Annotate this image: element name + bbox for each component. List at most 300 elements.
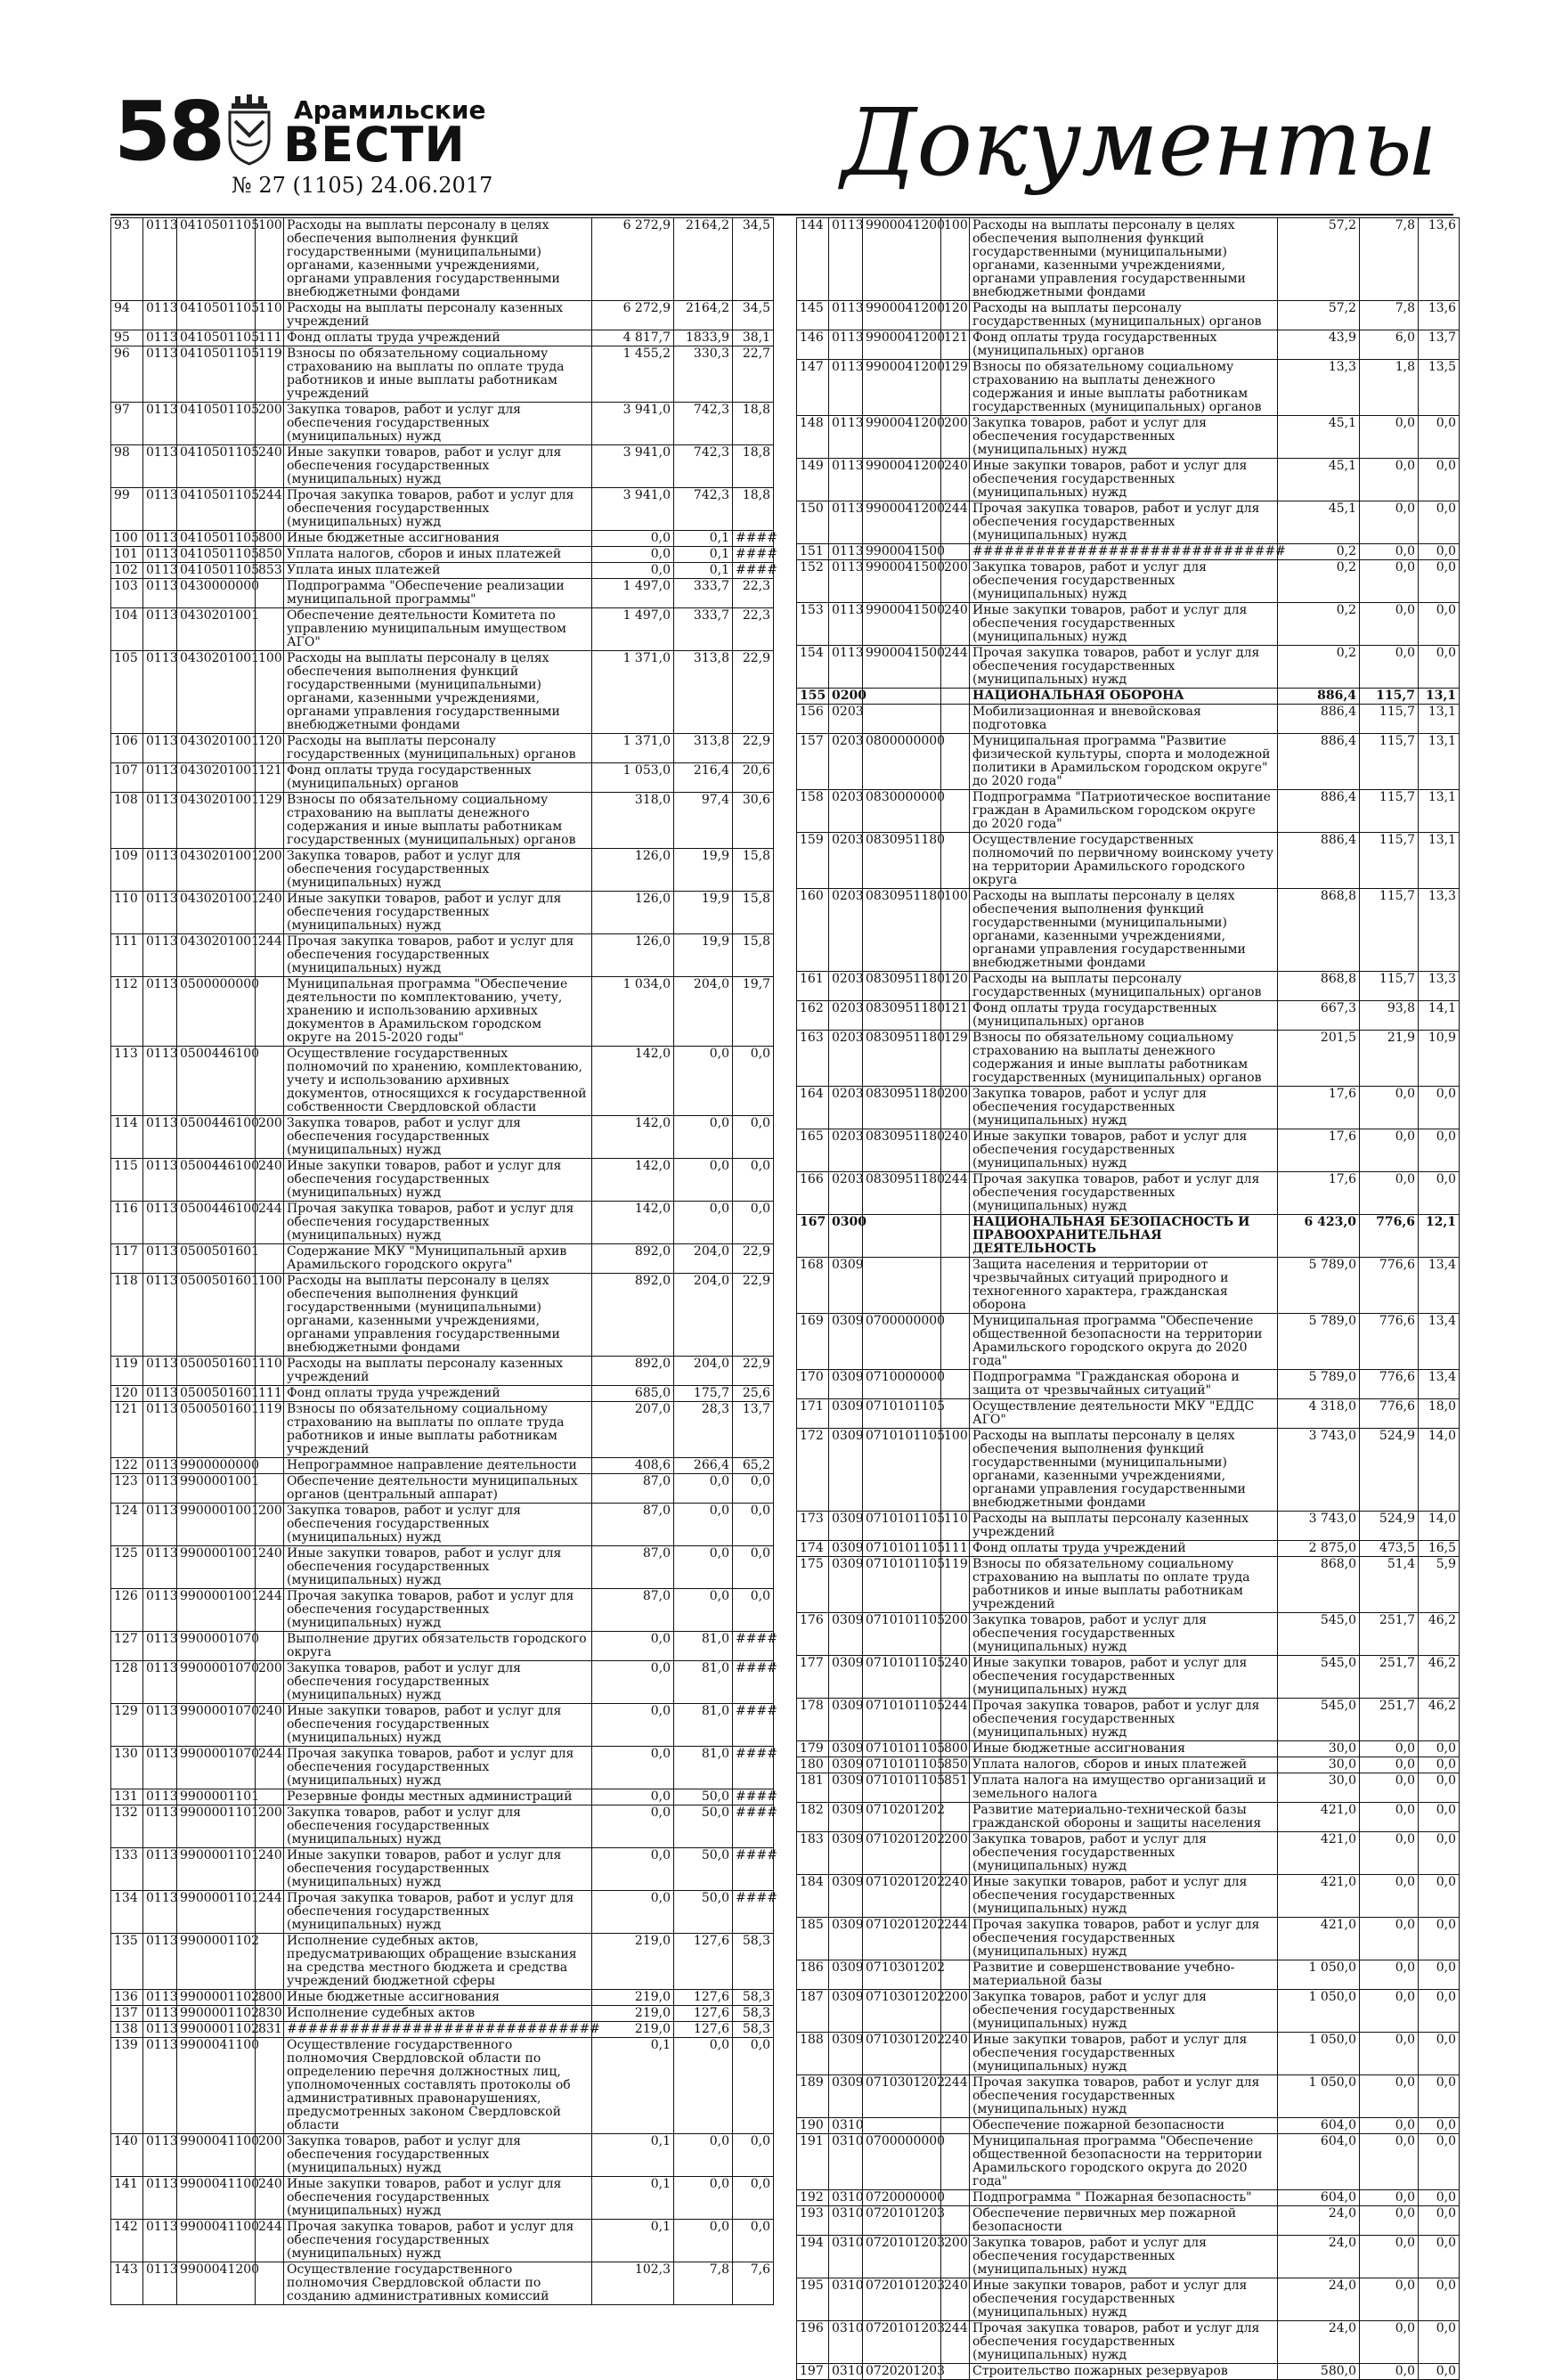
plan-amount: 0,0 <box>592 1789 674 1805</box>
expense-name: Иные закупки товаров, работ и услуг для обеспечения государственных (муниципальных) нужд <box>970 1875 1278 1918</box>
expense-name: Прочая закупка товаров, работ и услуг для обеспечения государственных (муниципальных) нужд <box>284 488 592 531</box>
row-number: 164 <box>797 1087 829 1129</box>
target-code: 0430201001 <box>177 934 256 977</box>
target-code: 0710101105 <box>863 1429 941 1512</box>
section-code: 0203 <box>829 1129 863 1172</box>
table-row <box>797 1215 1460 1258</box>
execution-percent: 13,1 <box>1419 734 1460 790</box>
actual-amount: 266,4 <box>674 1458 733 1474</box>
plan-amount: 87,0 <box>592 1504 674 1546</box>
expense-name: Непрограммное направление деятельности <box>284 1458 592 1474</box>
target-code: 0720101203 <box>863 2321 941 2364</box>
target-code: 9900041200 <box>863 501 941 544</box>
expense-name: Закупка товаров, работ и услуг для обеспечения государственных (муниципальных) нужд <box>284 403 592 445</box>
section-code: 0309 <box>829 1990 863 2033</box>
plan-amount: 0,1 <box>592 2038 674 2134</box>
section-code: 0113 <box>829 603 863 646</box>
expense-name: Прочая закупка товаров, работ и услуг для обеспечения государственных (муниципальных) нужд <box>284 2220 592 2262</box>
execution-percent: 18,0 <box>1419 1399 1460 1429</box>
target-code: 0710201202 <box>863 1875 941 1918</box>
row-number: 185 <box>797 1918 829 1960</box>
expense-type <box>941 790 970 833</box>
execution-percent: 65,2 <box>733 1458 774 1474</box>
target-code: 0710201202 <box>863 1832 941 1875</box>
table-row <box>111 531 774 547</box>
actual-amount: 524,9 <box>1360 1512 1419 1541</box>
expense-name: Прочая закупка товаров, работ и услуг для обеспечения государственных (муниципальных) нужд <box>970 1172 1278 1215</box>
expense-type: 200 <box>256 2134 284 2177</box>
target-code: 0710201202 <box>863 1918 941 1960</box>
target-code: 0710301202 <box>863 2033 941 2075</box>
target-code: 0710101105 <box>863 1773 941 1803</box>
row-number: 121 <box>111 1402 143 1458</box>
actual-amount: 0,0 <box>1360 646 1419 689</box>
execution-percent: 0,0 <box>1419 2278 1460 2321</box>
table-row <box>797 218 1460 301</box>
execution-percent: 13,5 <box>1419 360 1460 416</box>
page-number: 58 <box>114 84 224 179</box>
plan-amount: 545,0 <box>1278 1699 1360 1741</box>
table-row <box>797 1803 1460 1832</box>
execution-percent: 19,7 <box>733 977 774 1047</box>
expense-type: 244 <box>256 1747 284 1789</box>
actual-amount: 0,0 <box>674 2038 733 2134</box>
plan-amount: 3 941,0 <box>592 488 674 531</box>
table-row <box>111 2177 774 2220</box>
table-row <box>111 1632 774 1661</box>
target-code: 9900041200 <box>863 301 941 330</box>
table-row <box>797 2033 1460 2075</box>
section-code: 0113 <box>143 1848 177 1891</box>
section-code: 0113 <box>829 416 863 459</box>
section-code: 0309 <box>829 1803 863 1832</box>
actual-amount: 127,6 <box>674 1990 733 2006</box>
actual-amount: 204,0 <box>674 977 733 1047</box>
row-number: 153 <box>797 603 829 646</box>
plan-amount: 3 941,0 <box>592 403 674 445</box>
actual-amount: 0,0 <box>1360 2364 1419 2380</box>
table-row <box>797 1172 1460 1215</box>
target-code: 9900041200 <box>863 330 941 360</box>
section-code: 0113 <box>143 2177 177 2220</box>
expense-name: Иные закупки товаров, работ и услуг для обеспечения государственных (муниципальных) нужд <box>284 1848 592 1891</box>
table-row <box>797 1757 1460 1773</box>
section-code: 0203 <box>829 705 863 734</box>
actual-amount: 0,0 <box>1360 459 1419 501</box>
target-code: 0410501105 <box>177 563 256 579</box>
table-row <box>111 1274 774 1357</box>
section-code: 0113 <box>143 1546 177 1589</box>
execution-percent: 0,0 <box>1419 2321 1460 2364</box>
row-number: 176 <box>797 1613 829 1656</box>
expense-type: 831 <box>256 2022 284 2038</box>
expense-name: Подпрограмма "Гражданская оборона и защита от чрезвычайных ситуаций" <box>970 1370 1278 1399</box>
execution-percent: 15,8 <box>733 892 774 934</box>
actual-amount: 776,6 <box>1360 1370 1419 1399</box>
expense-type: 244 <box>256 1891 284 1934</box>
expense-name: Исполнение судебных актов, предусматривающих обращение взыскания на средства местного бюджета и средства учреждений бюджетной сферы <box>284 1934 592 1990</box>
expense-name: Иные бюджетные ассигнования <box>284 1990 592 2006</box>
plan-amount: 4 817,7 <box>592 330 674 346</box>
row-number: 160 <box>797 889 829 972</box>
execution-percent: 0,0 <box>733 1116 774 1159</box>
table-row <box>797 2364 1460 2380</box>
row-number: 136 <box>111 1990 143 2006</box>
expense-name: Иные закупки товаров, работ и услуг для обеспечения государственных (муниципальных) нужд <box>970 2278 1278 2321</box>
expense-type: 121 <box>941 330 970 360</box>
section-code: 0200 <box>829 689 863 705</box>
target-code: 0500446100 <box>177 1047 256 1116</box>
section-code: 0203 <box>829 833 863 889</box>
execution-percent: 34,5 <box>733 301 774 330</box>
plan-amount: 17,6 <box>1278 1172 1360 1215</box>
execution-percent: 13,7 <box>1419 330 1460 360</box>
actual-amount: 0,0 <box>1360 2278 1419 2321</box>
row-number: 138 <box>111 2022 143 2038</box>
plan-amount: 126,0 <box>592 892 674 934</box>
expense-name: Фонд оплаты труда учреждений <box>284 330 592 346</box>
table-row <box>111 1546 774 1589</box>
execution-percent: 22,3 <box>733 608 774 651</box>
expense-name: Расходы на выплаты персоналу государственных (муниципальных) органов <box>284 734 592 763</box>
expense-type: 111 <box>256 1386 284 1402</box>
plan-amount: 892,0 <box>592 1274 674 1357</box>
target-code: 0500446100 <box>177 1202 256 1244</box>
target-code: 9900041500 <box>863 603 941 646</box>
execution-percent: 12,1 <box>1419 1215 1460 1258</box>
row-number: 157 <box>797 734 829 790</box>
execution-percent: 0,0 <box>733 2177 774 2220</box>
expense-type <box>941 544 970 560</box>
expense-name: Уплата налогов, сборов и иных платежей <box>284 547 592 563</box>
expense-name: Исполнение судебных актов <box>284 2006 592 2022</box>
target-code: 9900001001 <box>177 1589 256 1632</box>
expense-name: Содержание МКУ "Муниципальный архив Арамильского городского округа" <box>284 1244 592 1274</box>
section-code: 0113 <box>143 1386 177 1402</box>
header-rule <box>110 214 1453 216</box>
table-row <box>797 2278 1460 2321</box>
target-code: 9900001001 <box>177 1546 256 1589</box>
plan-amount: 545,0 <box>1278 1613 1360 1656</box>
actual-amount: 0,0 <box>1360 2118 1419 2134</box>
table-row <box>797 889 1460 972</box>
execution-percent: 22,9 <box>733 1244 774 1274</box>
table-row <box>797 1001 1460 1031</box>
plan-amount: 3 941,0 <box>592 445 674 488</box>
expense-name: Фонд оплаты труда государственных (муниципальных) органов <box>970 1001 1278 1031</box>
table-row <box>111 218 774 301</box>
row-number: 107 <box>111 763 143 793</box>
section-code: 0203 <box>829 790 863 833</box>
expense-type: 111 <box>256 330 284 346</box>
table-row <box>111 1116 774 1159</box>
expense-name: Закупка товаров, работ и услуг для обеспечения государственных (муниципальных) нужд <box>970 1087 1278 1129</box>
expense-name: Иные закупки товаров, работ и услуг для обеспечения государственных (муниципальных) нужд <box>970 2033 1278 2075</box>
row-number: 105 <box>111 651 143 734</box>
expense-type: 200 <box>941 1832 970 1875</box>
expense-type <box>256 1789 284 1805</box>
actual-amount: 0,0 <box>674 2220 733 2262</box>
target-code: 0720101203 <box>863 2236 941 2278</box>
expense-name: Расходы на выплаты персоналу государственных (муниципальных) органов <box>970 972 1278 1001</box>
expense-type <box>256 1474 284 1504</box>
row-number: 98 <box>111 445 143 488</box>
execution-percent: 5,9 <box>1419 1557 1460 1613</box>
row-number: 196 <box>797 2321 829 2364</box>
actual-amount: 0,0 <box>674 1159 733 1202</box>
row-number: 148 <box>797 416 829 459</box>
expense-name: Иные закупки товаров, работ и услуг для обеспечения государственных (муниципальных) нужд <box>970 459 1278 501</box>
expense-type: 240 <box>941 603 970 646</box>
expense-type: 244 <box>256 1589 284 1632</box>
row-number: 126 <box>111 1589 143 1632</box>
expense-type <box>941 1215 970 1258</box>
plan-amount: 0,1 <box>592 2177 674 2220</box>
section-code: 0113 <box>143 608 177 651</box>
plan-amount: 0,1 <box>592 2134 674 2177</box>
section-code: 0113 <box>143 301 177 330</box>
plan-amount: 318,0 <box>592 793 674 849</box>
expense-type <box>256 2038 284 2134</box>
expense-name: Взносы по обязательному социальному страхованию на выплаты денежного содержания и иные выплаты работникам государственных (муниципальных) органов <box>970 360 1278 416</box>
execution-percent: #### <box>733 1661 774 1704</box>
expense-name: Иные закупки товаров, работ и услуг для обеспечения государственных (муниципальных) нужд <box>284 892 592 934</box>
plan-amount: 1 053,0 <box>592 763 674 793</box>
row-number: 161 <box>797 972 829 1001</box>
execution-percent: 46,2 <box>1419 1656 1460 1699</box>
target-code: 9900041100 <box>177 2134 256 2177</box>
row-number: 189 <box>797 2075 829 2118</box>
expense-name: Закупка товаров, работ и услуг для обеспечения государственных (муниципальных) нужд <box>970 416 1278 459</box>
masthead <box>110 84 1455 203</box>
plan-amount: 886,4 <box>1278 790 1360 833</box>
row-number: 186 <box>797 1960 829 1990</box>
expense-name: Прочая закупка товаров, работ и услуг для обеспечения государственных (муниципальных) нужд <box>970 1699 1278 1741</box>
actual-amount: 81,0 <box>674 1661 733 1704</box>
target-code: 0410501105 <box>177 330 256 346</box>
execution-percent: 16,5 <box>1419 1541 1460 1557</box>
expense-name: Расходы на выплаты персоналу в целях обеспечения выполнения функций государственными (муниципальными) органами, казенными учреждениями, органами управления государственными внебюджетными фондами <box>970 1429 1278 1512</box>
section-code: 0113 <box>143 1747 177 1789</box>
expense-name: Муниципальная программа "Обеспечение деятельности по комплектованию, учету, хранению и использованию архивных документов в Арамильском городском округе на 2015-2020 годы" <box>284 977 592 1047</box>
expense-name: Обеспечение пожарной безопасности <box>970 2118 1278 2134</box>
execution-percent: 0,0 <box>1419 1803 1460 1832</box>
table-row <box>111 1386 774 1402</box>
plan-amount: 0,2 <box>1278 603 1360 646</box>
expense-name: Расходы на выплаты персоналу государственных (муниципальных) органов <box>970 301 1278 330</box>
table-row <box>111 445 774 488</box>
plan-amount: 6 272,9 <box>592 218 674 301</box>
execution-percent: 58,3 <box>733 1990 774 2006</box>
execution-percent: 14,1 <box>1419 1001 1460 1031</box>
table-row <box>797 1129 1460 1172</box>
actual-amount: 0,0 <box>674 1116 733 1159</box>
expense-type: 244 <box>256 934 284 977</box>
table-row <box>797 501 1460 544</box>
section-code: 0309 <box>829 1960 863 1990</box>
table-row <box>797 1429 1460 1512</box>
target-code: 0700000000 <box>863 1314 941 1370</box>
target-code: 9900001102 <box>177 1934 256 1990</box>
table-row <box>797 2190 1460 2206</box>
expense-name: Иные бюджетные ассигнования <box>970 1741 1278 1757</box>
plan-amount: 0,0 <box>592 1704 674 1747</box>
target-code: 9900000000 <box>177 1458 256 1474</box>
plan-amount: 3 743,0 <box>1278 1429 1360 1512</box>
table-row <box>111 1747 774 1789</box>
target-code: 9900041500 <box>863 560 941 603</box>
row-number: 96 <box>111 346 143 403</box>
actual-amount: 7,8 <box>674 2262 733 2305</box>
plan-amount: 0,2 <box>1278 560 1360 603</box>
plan-amount: 408,6 <box>592 1458 674 1474</box>
expense-type: 100 <box>941 1429 970 1512</box>
table-row <box>797 1656 1460 1699</box>
section-code: 0113 <box>143 1504 177 1546</box>
row-number: 167 <box>797 1215 829 1258</box>
right-column <box>796 217 1459 2380</box>
expense-type: 244 <box>941 1918 970 1960</box>
expense-name: Закупка товаров, работ и услуг для обеспечения государственных (муниципальных) нужд <box>970 560 1278 603</box>
row-number: 143 <box>111 2262 143 2305</box>
table-row <box>797 972 1460 1001</box>
row-number: 183 <box>797 1832 829 1875</box>
actual-amount: 7,8 <box>1360 301 1419 330</box>
execution-percent: 0,0 <box>733 1504 774 1546</box>
plan-amount: 0,0 <box>592 1891 674 1934</box>
section-code: 0309 <box>829 1541 863 1557</box>
table-row <box>797 1699 1460 1741</box>
expense-type: 200 <box>256 1661 284 1704</box>
expense-type: 100 <box>256 1274 284 1357</box>
expense-type: 120 <box>256 734 284 763</box>
target-code: 0720101203 <box>863 2206 941 2236</box>
actual-amount: 0,1 <box>674 563 733 579</box>
target-code: 0500501601 <box>177 1357 256 1386</box>
execution-percent: 46,2 <box>1419 1613 1460 1656</box>
expense-name: НАЦИОНАЛЬНАЯ БЕЗОПАСНОСТЬ И ПРАВООХРАНИТЕЛЬНАЯ ДЕЯТЕЛЬНОСТЬ <box>970 1215 1278 1258</box>
execution-percent: 13,1 <box>1419 833 1460 889</box>
row-number: 180 <box>797 1757 829 1773</box>
expense-name: Иные закупки товаров, работ и услуг для обеспечения государственных (муниципальных) нужд <box>284 445 592 488</box>
row-number: 165 <box>797 1129 829 1172</box>
target-code: 0430201001 <box>177 734 256 763</box>
section-code: 0113 <box>143 763 177 793</box>
actual-amount: 204,0 <box>674 1274 733 1357</box>
expense-type: 244 <box>941 1699 970 1741</box>
expense-type <box>941 689 970 705</box>
execution-percent: 0,0 <box>1419 1960 1460 1990</box>
table-row <box>797 603 1460 646</box>
table-row <box>111 1704 774 1747</box>
section-code: 0113 <box>143 1402 177 1458</box>
expense-type: 244 <box>941 1172 970 1215</box>
execution-percent: 0,0 <box>1419 2033 1460 2075</box>
plan-amount: 30,0 <box>1278 1757 1360 1773</box>
plan-amount: 1 034,0 <box>592 977 674 1047</box>
section-code: 0113 <box>143 1661 177 1704</box>
execution-percent: 15,8 <box>733 849 774 892</box>
plan-amount: 604,0 <box>1278 2134 1360 2190</box>
expense-name: Прочая закупка товаров, работ и услуг для обеспечения государственных (муниципальных) нужд <box>284 1891 592 1934</box>
actual-amount: 115,7 <box>1360 790 1419 833</box>
execution-percent: 0,0 <box>733 2038 774 2134</box>
table-row <box>111 763 774 793</box>
expense-type: 200 <box>941 2236 970 2278</box>
row-number: 190 <box>797 2118 829 2134</box>
target-code: 9900001101 <box>177 1848 256 1891</box>
section-code: 0113 <box>143 1047 177 1116</box>
section-code: 0113 <box>143 547 177 563</box>
section-code: 0113 <box>143 218 177 301</box>
row-number: 113 <box>111 1047 143 1116</box>
actual-amount: 0,0 <box>674 1047 733 1116</box>
row-number: 125 <box>111 1546 143 1589</box>
table-row <box>111 608 774 651</box>
plan-amount: 5 789,0 <box>1278 1314 1360 1370</box>
target-code: 9900001102 <box>177 2006 256 2022</box>
table-row <box>111 1047 774 1116</box>
target-code: 0410501105 <box>177 547 256 563</box>
row-number: 102 <box>111 563 143 579</box>
target-code: 0710101105 <box>863 1741 941 1757</box>
actual-amount: 127,6 <box>674 2022 733 2038</box>
expense-type <box>941 705 970 734</box>
row-number: 108 <box>111 793 143 849</box>
target-code: 0710000000 <box>863 1370 941 1399</box>
target-code: 0410501105 <box>177 488 256 531</box>
expense-type <box>941 1399 970 1429</box>
plan-amount: 126,0 <box>592 934 674 977</box>
target-code: 0430201001 <box>177 793 256 849</box>
target-code: 9900041200 <box>177 2262 256 2305</box>
expense-type: 200 <box>256 1504 284 1546</box>
expense-type: 244 <box>941 501 970 544</box>
plan-amount: 421,0 <box>1278 1832 1360 1875</box>
target-code: 0410501105 <box>177 403 256 445</box>
plan-amount: 0,0 <box>592 1848 674 1891</box>
expense-name: ############################## <box>284 2022 592 2038</box>
row-number: 118 <box>111 1274 143 1357</box>
target-code: 9900041500 <box>863 544 941 560</box>
row-number: 116 <box>111 1202 143 1244</box>
expense-name: Взносы по обязательному социальному страхованию на выплаты по оплате труда работников и иные выплаты работникам учреждений <box>284 1402 592 1458</box>
actual-amount: 0,0 <box>674 1546 733 1589</box>
execution-percent: #### <box>733 531 774 547</box>
plan-amount: 0,0 <box>592 1747 674 1789</box>
actual-amount: 1,8 <box>1360 360 1419 416</box>
execution-percent: 0,0 <box>733 1202 774 1244</box>
table-row <box>111 1848 774 1891</box>
actual-amount: 204,0 <box>674 1244 733 1274</box>
table-row <box>111 330 774 346</box>
expense-type: 240 <box>941 2278 970 2321</box>
actual-amount: 0,0 <box>674 2134 733 2177</box>
actual-amount: 0,1 <box>674 547 733 563</box>
target-code: 0830951180 <box>863 972 941 1001</box>
row-number: 181 <box>797 1773 829 1803</box>
expense-type: 800 <box>941 1741 970 1757</box>
actual-amount: 0,0 <box>1360 1172 1419 1215</box>
expense-type: 850 <box>941 1757 970 1773</box>
section-code: 0309 <box>829 1314 863 1370</box>
actual-amount: 0,0 <box>1360 1129 1419 1172</box>
expense-name: Муниципальная программа "Обеспечение общественной безопасности на территории Арамильского городского округа до 2020 года" <box>970 2134 1278 2190</box>
actual-amount: 175,7 <box>674 1386 733 1402</box>
row-number: 101 <box>111 547 143 563</box>
plan-amount: 0,0 <box>592 547 674 563</box>
execution-percent: 0,0 <box>1419 2206 1460 2236</box>
